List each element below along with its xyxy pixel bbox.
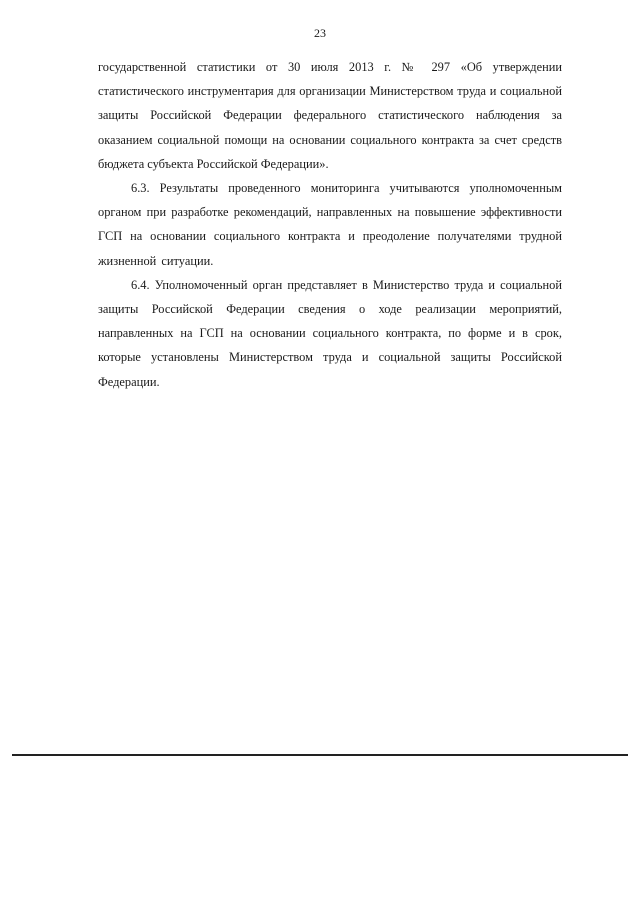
paragraph-continuation: государственной статистики от 30 июля 2013 г. № 297 «Об утверждении статистического инструментария для организации Министерством труда и социальной защиты Российской Федерации федерального статистического наблюдения за оказанием социальной помощи на основании социального контракта за счет средств бюджета субъекта Российской Федерации». (98, 60, 562, 171)
page-number: 23 (314, 26, 326, 40)
paragraph-6-3: 6.3. Результаты проведенного мониторинга учитываются уполномоченным органом при разработке рекомендаций, направленных на повышение эффективности ГСП на основании социального контракта и преодоление получателями трудной жизненной ситуации. (98, 181, 562, 268)
paragraph-6-4: 6.4. Уполномоченный орган представляет в Министерство труда и социальной защиты Российской Федерации сведения о ходе реализации мероприятий, направленных на ГСП на основании социального контракта, по форме и в срок, которые установлены Министерством труда и социальной защиты Российской Федерации. (98, 277, 562, 389)
footer-divider (12, 754, 628, 756)
document-body (98, 55, 562, 394)
